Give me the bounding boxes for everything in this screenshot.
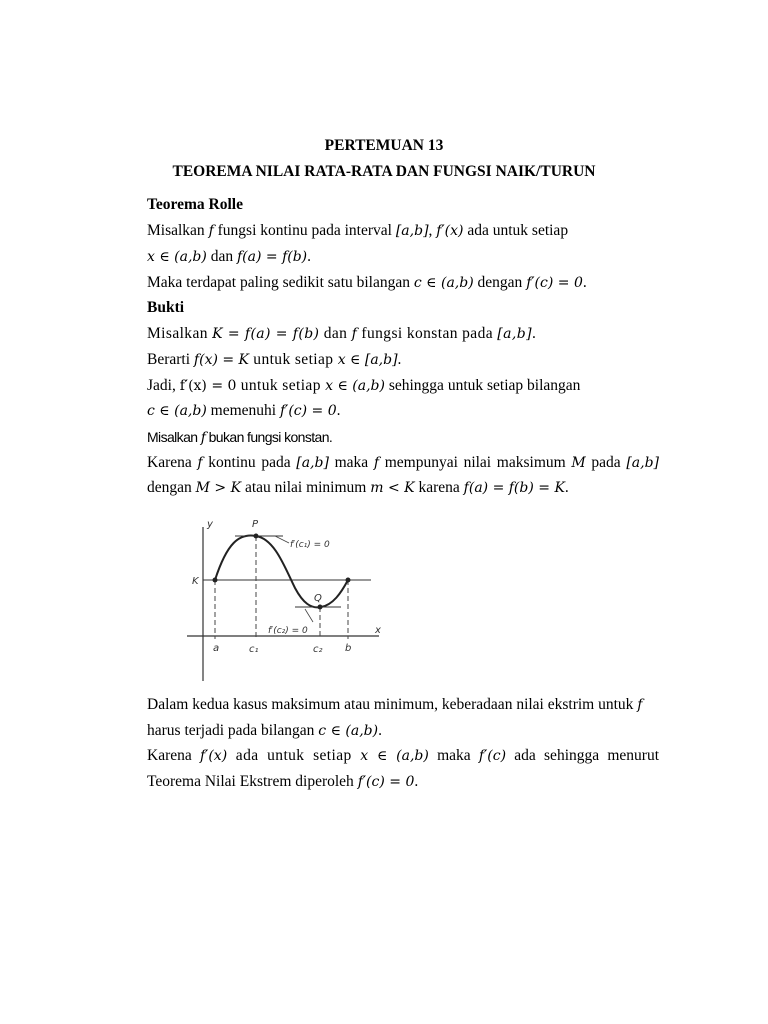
heading-teorema-rolle: Teorema Rolle: [147, 196, 243, 213]
text: Misalkan: [147, 222, 209, 239]
text: fungsi kontinu pada interval: [213, 222, 396, 239]
text: .: [397, 351, 402, 368]
label-c1: c₁: [249, 644, 259, 655]
label-b: b: [345, 643, 352, 654]
math: c ∈ (a,b): [413, 275, 474, 291]
label-y: y: [207, 519, 213, 530]
bukti-line-4: [147, 401, 659, 421]
text: ada sehingga menurut: [506, 747, 660, 764]
math: [a,b]: [395, 223, 429, 239]
text: dengan: [473, 274, 527, 291]
math: x ∈ (a,b): [325, 378, 385, 394]
page-subtitle: TEOREMA NILAI RATA-RATA DAN FUNGSI NAIK/TURUN: [172, 163, 596, 180]
text: ada untuk setiap: [227, 747, 361, 764]
text: harus terjadi pada bilangan: [147, 722, 319, 739]
math: f: [197, 455, 203, 471]
math: c ∈ (a,b): [147, 403, 207, 419]
text: dan: [206, 248, 237, 265]
bukti-line-6: [147, 453, 659, 473]
text: maka: [328, 454, 374, 471]
text: .: [414, 773, 419, 790]
label-k: K: [192, 576, 199, 587]
label-tangent-bottom: f′(c₂) = 0: [268, 626, 308, 636]
math: f: [351, 326, 358, 342]
text: maka: [428, 747, 479, 764]
rolle-line-3: [147, 273, 659, 293]
text: dengan: [147, 479, 196, 496]
point-p: [254, 534, 259, 539]
text: kontinu pada: [202, 454, 297, 471]
point-q: [318, 605, 323, 610]
math: f′(c) = 0: [357, 774, 415, 790]
math: x ∈ [a,b]: [337, 352, 398, 368]
math: f(a) = f(b) = K: [463, 480, 565, 496]
math: f: [208, 223, 214, 239]
text: .: [336, 402, 341, 419]
math: c ∈ (a,b): [318, 723, 379, 739]
text: .: [378, 722, 382, 739]
text: .: [307, 248, 312, 265]
label-a: a: [213, 643, 220, 654]
math: f: [373, 455, 380, 471]
page-title: PERTEMUAN 13: [324, 137, 444, 154]
math: [a,b]: [626, 455, 659, 471]
math: f: [637, 697, 643, 713]
label-p: P: [252, 519, 259, 530]
text: Dalam kedua kasus maksimum atau minimum, keberadaan nilai ekstrim untuk: [147, 696, 638, 713]
text: karena: [414, 479, 464, 496]
text: ada untuk setiap: [463, 222, 569, 239]
math: x ∈ (a,b): [147, 249, 207, 265]
text: Berarti: [147, 351, 194, 368]
math: m < K: [370, 480, 415, 496]
text: pada: [585, 454, 627, 471]
text: Misalkan: [147, 325, 213, 342]
label-x: x: [375, 625, 381, 636]
math: f′(x): [436, 223, 464, 239]
text: memenuhi: [206, 402, 280, 419]
math: [a,b]: [296, 455, 329, 471]
rolle-line-1: [147, 221, 659, 241]
text: bukan fungsi konstan.: [205, 429, 333, 445]
math: f′(x) = 0: [179, 378, 237, 394]
text: .: [531, 325, 537, 342]
rolle-figure: [183, 513, 383, 683]
heading-bukti: Bukti: [147, 299, 185, 316]
text: mempunyai nilai maksimum: [379, 454, 572, 471]
bukti-line-2: [147, 350, 659, 370]
text: untuk setiap: [249, 351, 338, 368]
text: Misalkan: [147, 429, 201, 445]
text: ,: [428, 222, 437, 239]
end-line-2: [147, 721, 659, 741]
end-line-3: [147, 746, 659, 766]
bukti-line-1: [147, 324, 659, 344]
text: Karena: [147, 454, 198, 471]
point-b: [346, 578, 351, 583]
math: M: [571, 455, 586, 471]
text: .: [564, 479, 569, 496]
text: fungsi konstan pada: [357, 325, 498, 342]
text: dan: [319, 325, 352, 342]
text: sehingga untuk setiap bilangan: [384, 377, 581, 394]
figure-background: [183, 513, 383, 683]
text: Karena: [147, 747, 200, 764]
math: f′(c) = 0: [526, 275, 583, 291]
label-c2: c₂: [313, 644, 323, 655]
label-tangent-top: f′(c₁) = 0: [290, 540, 330, 550]
math: x ∈ (a,b): [360, 748, 429, 764]
math: f: [200, 430, 206, 446]
text: Jadi,: [147, 377, 180, 394]
bukti-line-3: [147, 376, 659, 396]
text: Maka terdapat paling sedikit satu bilangan: [147, 274, 414, 291]
math: f(x) = K: [193, 352, 250, 368]
rolle-line-2: [147, 247, 659, 267]
math: f′(c): [478, 748, 507, 764]
text: untuk setiap: [236, 377, 326, 394]
math: f(a) = f(b): [236, 249, 308, 265]
math: K = f(a) = f(b): [212, 326, 320, 342]
text: atau nilai minimum: [241, 479, 371, 496]
math: [a,b]: [497, 326, 532, 342]
text: .: [582, 274, 587, 291]
end-line-4: [147, 772, 659, 792]
text: Teorema Nilai Ekstrem diperoleh: [147, 773, 358, 790]
label-q: Q: [314, 593, 322, 604]
math: M > K: [195, 480, 242, 496]
math: f′(x): [199, 748, 228, 764]
math: f′(c) = 0: [279, 403, 337, 419]
bukti-line-5: [147, 427, 659, 448]
point-a: [213, 578, 218, 583]
end-line-1: [147, 695, 659, 715]
bukti-line-7: [147, 478, 659, 498]
